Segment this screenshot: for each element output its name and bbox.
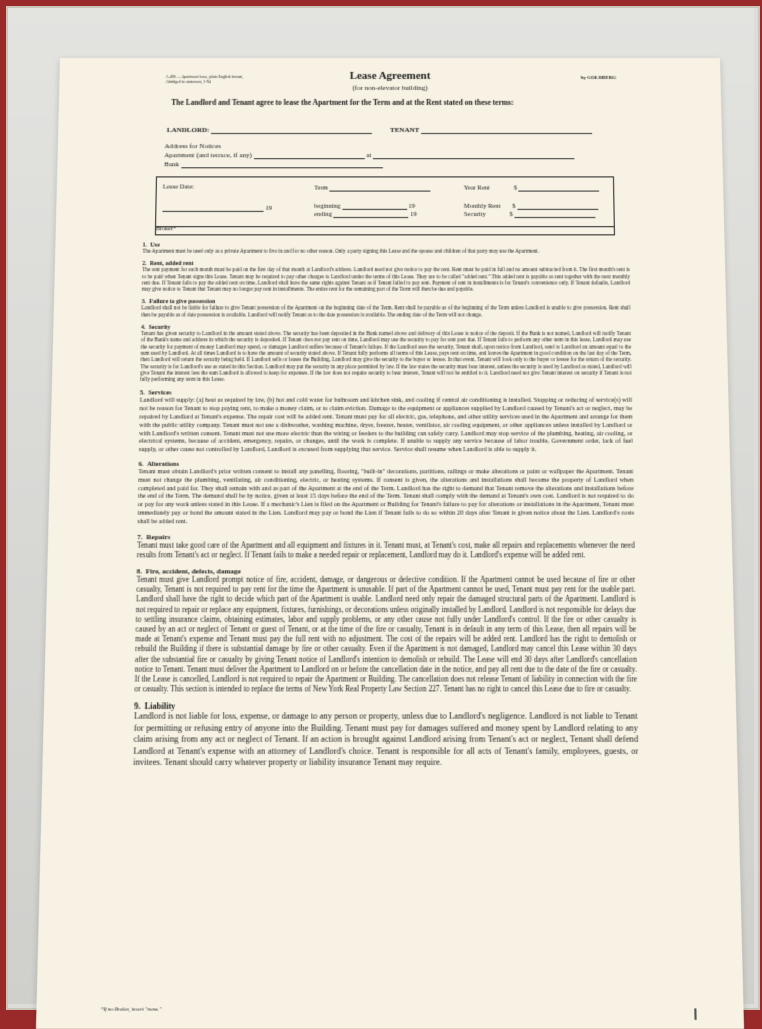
section-heading: 4. Security	[140, 324, 171, 332]
section-security	[140, 325, 632, 384]
section-alterations	[137, 461, 634, 526]
notices-field	[164, 142, 220, 150]
section-heading: 5. Services	[139, 389, 172, 398]
landlord-line	[211, 126, 372, 134]
term-line	[330, 183, 431, 191]
section-body: Tenant must give Landlord prompt notice of fire, accident, damage, or dangerous or defective condition. If the Apartment cannot be used because of fire or other casualty, Tenant is not required to pay rent for the time the Apartment is unusable. If part of the Apartment cannot be used, Tenant must pay rent for the usable part. Landlord shall have the right to decide which part of the Apartment is usable. Landlord need only repair the damaged structural parts of the Apartment. Landlord is not required to repair or replace any equipment, fixtures, furnishings, or decorations unless originally installed by Landlord. Landlord is not responsible for delays due to settling insurance claims, obtaining estimates, labor and supply problems, or any other cause not fully under Landlord's control. If the fire or other casualty is caused by an act or neglect of Tenant or guest of Tenant, or at the time of the fire or casualty, Tenant is in default in any term of this Lease, then all repairs will be made at Tenant's expense and Tenant must pay the full rent with no adjustment. The cost of the repairs will be added rent. Landlord has the right to demolish or rebuild the Building if there is substantial damage by fire or other casualty. Even if the Apartment is not damaged, Landlord may cancel this Lease within 30 days after the substantial fire or casualty by giving Tenant notice of Landlord's intention to demolish or rebuild. The Lease will end 30 days after Landlord's cancellation notice to Tenant. Tenant must deliver the Apartment to Landlord on or before the cancellation date in the notice, and pay all rent due to the date of the fire or casualty. If the Lease is cancelled, Landlord is not required to repair the Apartment or Building. The cancellation does not release Tenant of liability in connection with the fire or casualty. This section is intended to replace the terms of New York Real Property Law Section 227. Tenant has no right to cancel this Lease due to fire or casualty.	[134, 575, 638, 694]
address-line	[373, 151, 575, 159]
broker-footnote: *If no Broker, insert "none."	[100, 1007, 162, 1013]
year-prefix: 19	[265, 204, 272, 212]
beginning-label: beginning 19	[314, 202, 416, 210]
section-body: Tenant has given security to Landlord in the amount stated above. The security has been deposited in the Bank named above and delivery of this Lease is notice of the deposit. If the Bank is not named, Landlord will notify Tenant of the Bank's name and address in which the security is deposited. If Tenant does not pay rent on time, Landlord may use the security to pay for rent past due. If Tenant fails to perform any other term in this lease, Landlord may use the security for payment of money Landlord may spend, or damages Landlord suffers because of Tenant's failure. If the Landlord uses the security, Tenant shall, upon notice from Landlord, send to Landlord an amount equal to the sum used by Landlord. At all times Landlord is to have the amount of security stated above. If Tenant fully performs all terms of this Lease, pays rent on time, and leaves the Apartment in good condition on the last day of the Term, then Landlord will return the security being held. If Landlord sells or leases the Building, Landlord may give the security to the buyer or lessee. In that event, Tenant will look only to the buyer or lessee for the return of the security. The security is for Landlord's use as stated in this Section. Landlord may put the security in any place permitted by law. If the law states the security must bear interest, unless the security is used by Landlord as stated, Landlord will give Tenant the interest less the sum Landlord is allowed to keep for expenses. If the law does not require security to bear interest, Tenant will not be entitled to it. Landlord need not give Tenant interest on security if Tenant is not fully performing any term in this Lease.	[140, 331, 632, 384]
notices-label: Address for Notices	[164, 142, 221, 151]
section-repairs	[137, 532, 635, 560]
section-heading: 1. Use	[142, 242, 160, 249]
section-rent	[142, 261, 630, 293]
section-heading: 3. Failure to give possession	[141, 299, 216, 306]
section-body: Tenant must take good care of the Apartment and all equipment and fixtures in it. Tenant must, at Tenant's cost, make all repairs and replacements whenever the need results from Tenant's act or neglect. If Tenant fails to make a needed repair or replacement, Landlord may do it. Landlord's expense will be added rent.	[136, 540, 635, 560]
landlord-field	[167, 126, 372, 134]
section-body: The Apartment must be used only as a private Apartment to live in and for no other reason. Only a party signing this Lease and the spouse and children of that party may use the Apartment.	[142, 248, 540, 255]
lease-sections	[133, 243, 639, 776]
lease-date-label: Lease Date:	[162, 183, 195, 191]
section-body: Landlord will supply: (a) heat as required by law, (b) hot and cold water for bathroom and kitchen sink, and cooling if central air conditioning is installed. Stopping or reducing of service(s) will not be reason for Tenant to stop paying rent, to make a money claim, or to claim eviction. Damage to the equipment or appliances supplied by Landlord caused by Tenant's act or neglect, may be repaired by Landlord at Tenant's expense. The repair cost will be added rent. Tenant must pay for all electric, gas, telephone, and other utility services used in the Apartment and arrange for them with the public utility company. Tenant must not use a dishwasher, washing machine, dryer, freezer, heater, ventilator, air cooling equipment, or other appliances unless installed by Landlord or with Landlord's written consent. Tenant must not use more electric than the wiring or feeders to the building can safely carry. Landlord may stop service of the plumbing, heating, air cooling, or electrical systems, because of accident, emergency, repairs, or changes, until the work is complete. If unable to supply any service because of labor trouble, Government order, lack of fuel supply, or other cause not controlled by Landlord, Landlord is excused from supplying that service. Service shall resume when Landlord is able to supply it.	[138, 397, 633, 454]
section-possession	[141, 299, 630, 318]
lease-terms-box	[155, 176, 615, 227]
section-body: Landlord shall not be liable for failure to give Tenant possession of the Apartment on the beginning date of the Term. Rent shall be payable as of the beginning of the Term unless Landlord is unable to give possession. Rent shall then be payable as of date possession is available. Landlord will notify Tenant as to the date possession is available. The ending date of the Term will not change.	[141, 305, 631, 319]
section-heading: 6. Alterations	[138, 460, 179, 469]
section-heading: 8. Fire, accident, defects, damage	[136, 567, 241, 576]
section-fire-damage	[134, 567, 637, 695]
tenant-field	[390, 126, 592, 134]
security-label: Security $	[464, 210, 596, 218]
document-subtitle: (for non-elevator building)	[352, 83, 428, 92]
at-label: at	[366, 151, 372, 160]
tenant-label: TENANT	[390, 125, 420, 135]
form-code: A 490 — Apartment lease, plain English format, Abridged in statement, 1-94	[165, 73, 244, 84]
section-heading: 2. Rent, added rent	[142, 261, 194, 268]
ending-label: ending 19	[314, 210, 417, 219]
apartment-field	[164, 151, 574, 159]
section-body: The rent payment for each month must be paid on the first day of that month at Landlord's address. Landlord need not give notice to pay the rent. Rent must be paid in full and no amount subtracted from it. The first month's rent is to be paid when Tenant signs this Lease. Tenant may be required to pay other charges to Landlord under the terms of this Lease. They are to be called "added rent." This added rent is payable as rent together with the next monthly rent due. If Tenant fails to pay the added rent on time, Landlord shall have the same rights against Tenant as if Tenant failed to pay rent. Payment of rent in installments is for Tenant's convenience only. If Tenant defaults, Landlord may give notice to Tenant that Tenant may no longer pay rent in installments. The entire rent for the remaining part of the Term will then be due and payable.	[141, 267, 631, 293]
section-body: Tenant must obtain Landlord's prior written consent to install any panelling, flooring, "built-in" decorations, partitions, railings or make alterations or paint or wallpaper the Apartment. Tenant must not change the plumbing, ventilating, air conditioning, electric, or heating systems. If consent is given, the alterations and installations shall become the property of Landlord when completed and paid for. They shall remain with and as part of the Apartment at the end of the Term. Landlord has the right to demand that Tenant remove the alterations and installations before the end of the Term. The demand shall be by notice, given at least 15 days before the end of the Term. Tenant shall comply with the demand at Tenant's own cost. Landlord is not required to do or pay for any work unless stated in this Lease. If a mechanic's Lien is filed on the Apartment or Building for Tenant's failure to pay for alterations or installations in the Apartment, Tenant must immediately pay or bond the amount stated in the Lien. Landlord may pay or bond the Lien if Tenant fails to do so within 20 days after Tenant is given notice about the Lien. Landlord's costs shall be added rent.	[137, 468, 635, 526]
bank-line	[181, 160, 383, 168]
section-liability	[133, 702, 639, 770]
landlord-label: LANDLORD:	[166, 125, 210, 135]
document-title: Lease Agreement	[349, 69, 431, 82]
apartment-line	[254, 151, 365, 159]
section-heading: 7. Repairs	[137, 532, 171, 541]
section-use	[142, 243, 629, 256]
lease-date-line	[162, 204, 271, 212]
section-body: Landlord is not liable for loss, expense, or damage to any person or property, unless due to Landlord's negligence. Landlord is not liable to Tenant for permitting or refusing entry of anyone into the Building. Tenant must pay for damages suffered and money spent by Landlord relating to any claim arising from any act or neglect of Tenant. If an action is brought against Landlord arising from Tenant's act or neglect, Tenant shall defend Landlord at Tenant's expense with an attorney of Landlord's choice. Tenant is responsible for all acts of Tenant's family, employees, guests, or invitees. Tenant should carry whatever property or liability insurance Tenant may require.	[133, 711, 639, 768]
bank-label: Bank	[164, 160, 180, 169]
tenant-line	[421, 126, 592, 134]
pen-mark	[694, 1008, 696, 1019]
lease-document	[36, 58, 744, 1029]
intro-text: The Landlord and Tenant agree to lease the Apartment for the Term and at the Rent stated on these terms:	[171, 97, 514, 107]
monthly-rent-label: Monthly Rent $	[464, 202, 598, 210]
broker-label: Broker*	[155, 226, 177, 233]
section-heading: 9. Liability	[134, 701, 176, 712]
publisher-mark: by GOLDBERG	[580, 75, 617, 81]
year-rent-label: Year Rent $	[464, 183, 600, 191]
broker-row	[155, 226, 615, 235]
section-services	[139, 390, 633, 455]
apartment-label: Apartment (and terrace, if any)	[164, 151, 252, 160]
bank-field	[164, 160, 382, 168]
term-label: Term	[314, 183, 430, 191]
